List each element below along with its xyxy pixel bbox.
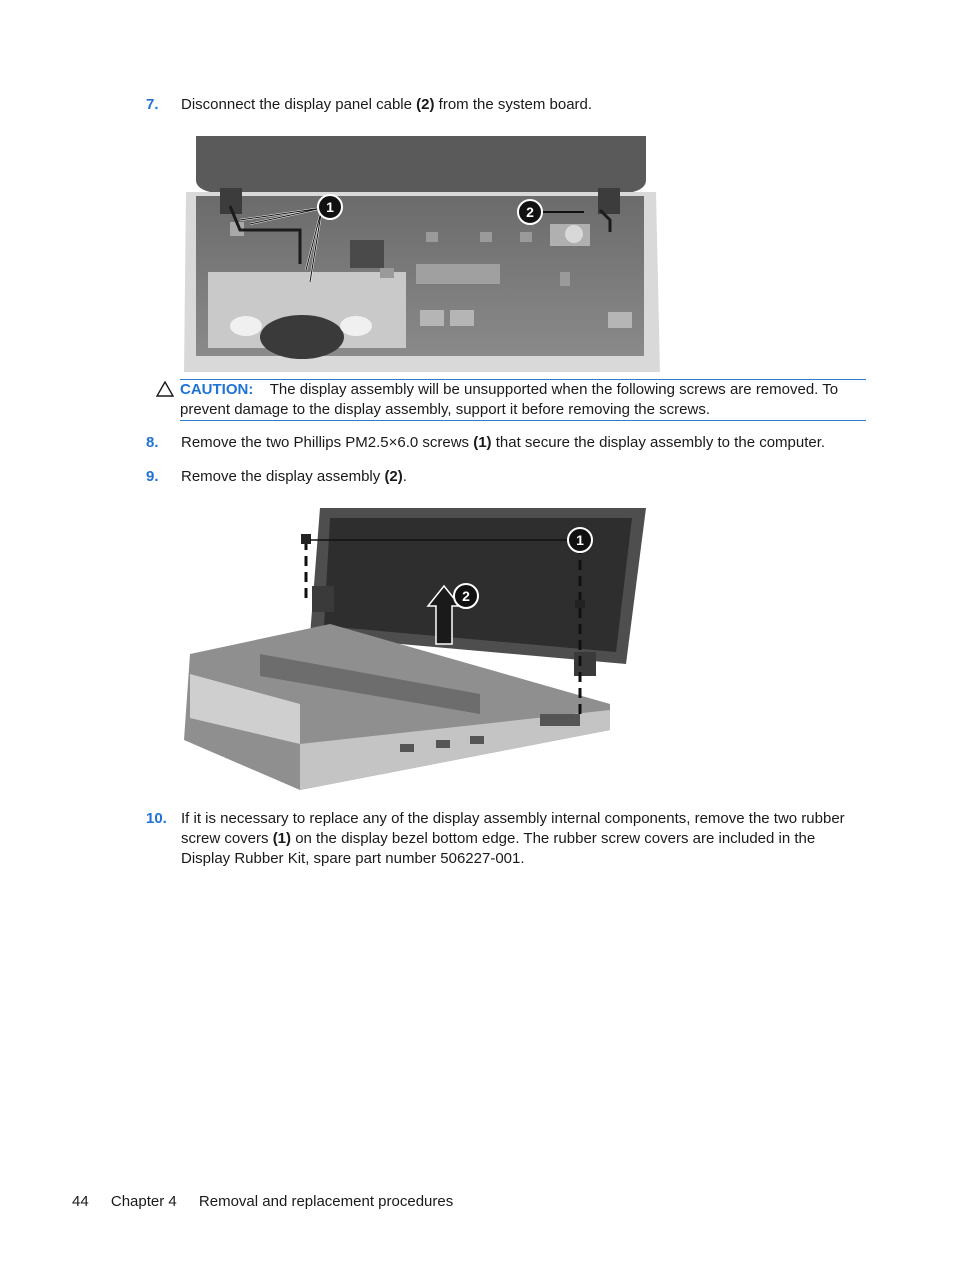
step-text: If it is necessary to replace any of the display assembly internal components, remove the two rubber screw covers (1) on the display bezel bottom edge. The rubber screw covers are included in the Display Rubber Kit, spare part number 506227-001. [181, 810, 845, 867]
callout-1-label: 1 [326, 199, 334, 215]
step-number: 8. [146, 434, 159, 451]
callout-1-label: 1 [576, 532, 584, 548]
step-number: 9. [146, 468, 159, 485]
caution-triangle-icon [156, 380, 174, 398]
figure-display-removal [180, 504, 650, 794]
caution-text: The display assembly will be unsupported when the following screws are removed. To prevent damage to the display assembly, support it before removing the screws. [180, 381, 839, 418]
page-footer [72, 1192, 471, 1212]
step-number: 10. [146, 810, 167, 827]
chapter-label: Chapter 4 [110, 1193, 177, 1210]
callout-2-label: 2 [462, 588, 470, 604]
callout-2-label: 2 [526, 204, 534, 220]
page-number: 44 [72, 1193, 89, 1210]
step-number: 7. [146, 96, 159, 113]
step-text: Remove the display assembly (2). [181, 468, 407, 485]
caution-label: CAUTION: [180, 381, 254, 398]
step-text: Remove the two Phillips PM2.5×6.0 screws (1) that secure the display assembly to the computer. [181, 434, 826, 451]
figure-system-board [180, 132, 660, 378]
chapter-title: Removal and replacement procedures [198, 1193, 454, 1210]
caution-box [180, 379, 866, 421]
step-text: Disconnect the display panel cable (2) from the system board. [181, 96, 593, 113]
